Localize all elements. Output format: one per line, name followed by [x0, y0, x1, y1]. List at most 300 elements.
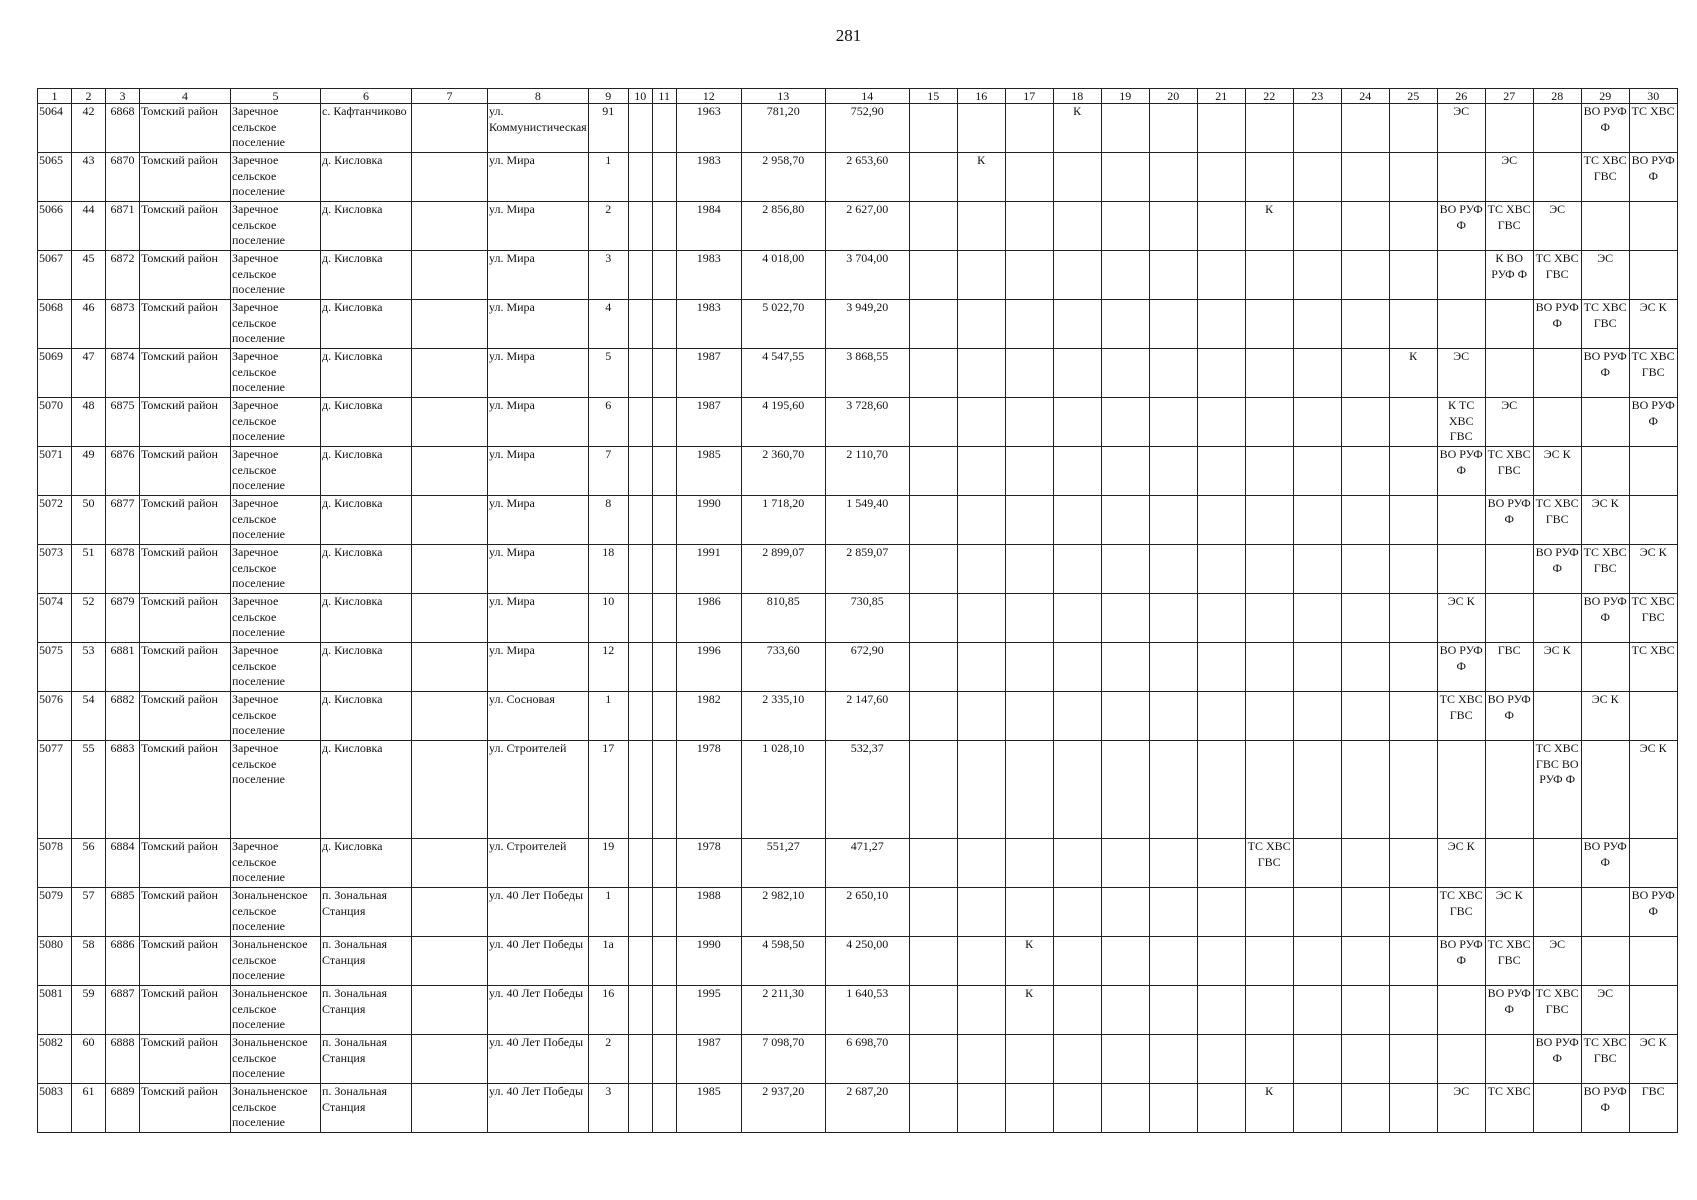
cell-col-19: [1101, 447, 1149, 496]
cell-col-11: [652, 1084, 676, 1133]
cell-district: Томский район: [140, 153, 231, 202]
cell-build-year: 1986: [676, 594, 741, 643]
cell-col-10: [628, 545, 652, 594]
cell-col-27: [1485, 545, 1533, 594]
cell-col-16: [957, 888, 1005, 937]
cell-build-year: 1987: [676, 349, 741, 398]
cell-col-27: ГВС: [1485, 643, 1533, 692]
cell-col-27: ТС ХВС ГВС: [1485, 202, 1533, 251]
cell-col-7: [412, 937, 488, 986]
cell-col-28: ЭС: [1533, 937, 1581, 986]
cell-col-10: [628, 300, 652, 349]
cell-col-19: [1101, 1035, 1149, 1084]
cell-local-no: 55: [72, 741, 106, 839]
cell-total-area: 2 937,20: [741, 1084, 825, 1133]
cell-house-no: 10: [588, 594, 628, 643]
cell-settlement: Заречное сельское поселение: [231, 496, 321, 545]
cell-living-area: 532,37: [825, 741, 909, 839]
cell-build-year: 1978: [676, 839, 741, 888]
cell-col-28: ВО РУФ Ф: [1533, 545, 1581, 594]
cell-col-17: [1005, 447, 1053, 496]
cell-col-27: ЭС К: [1485, 888, 1533, 937]
cell-col-11: [652, 1035, 676, 1084]
cell-total-area: 1 718,20: [741, 496, 825, 545]
cell-col-21: [1197, 447, 1245, 496]
cell-col-22: ТС ХВС ГВС: [1245, 839, 1293, 888]
cell-col-28: ТС ХВС ГВС: [1533, 496, 1581, 545]
cell-col-30: [1629, 692, 1677, 741]
cell-col-20: [1149, 349, 1197, 398]
cell-settlement: Зональненское сельское поселение: [231, 986, 321, 1035]
cell-col-24: [1341, 104, 1389, 153]
cell-record-no: 5064: [38, 104, 72, 153]
column-header-7: 7: [412, 89, 488, 104]
table-row: [38, 300, 1678, 349]
cell-col-17: [1005, 888, 1053, 937]
cell-col-22: К: [1245, 202, 1293, 251]
cell-col-29: ТС ХВС ГВС: [1581, 153, 1629, 202]
cell-settlement: Заречное сельское поселение: [231, 300, 321, 349]
cell-local-no: 59: [72, 986, 106, 1035]
cell-col-29: ВО РУФ Ф: [1581, 1084, 1629, 1133]
cell-col-26: ЭС: [1437, 1084, 1485, 1133]
cell-col-25: [1389, 839, 1437, 888]
cell-col-19: [1101, 594, 1149, 643]
cell-col-22: [1245, 937, 1293, 986]
cell-building-id: 6868: [106, 104, 140, 153]
cell-street: ул. Мира: [488, 447, 589, 496]
cell-settlement: Зональненское сельское поселение: [231, 1035, 321, 1084]
table-row: [38, 986, 1678, 1035]
table-row: [38, 447, 1678, 496]
cell-col-17: [1005, 398, 1053, 447]
cell-street: ул. Мира: [488, 398, 589, 447]
cell-district: Томский район: [140, 349, 231, 398]
cell-build-year: 1996: [676, 643, 741, 692]
cell-col-15: [909, 545, 957, 594]
cell-total-area: 1 028,10: [741, 741, 825, 839]
cell-col-18: [1053, 202, 1101, 251]
cell-col-10: [628, 741, 652, 839]
cell-col-21: [1197, 643, 1245, 692]
cell-col-18: [1053, 643, 1101, 692]
cell-street: ул. Коммунистическая: [488, 104, 589, 153]
cell-col-29: [1581, 937, 1629, 986]
cell-living-area: 3 704,00: [825, 251, 909, 300]
cell-col-26: ЭС К: [1437, 839, 1485, 888]
cell-street: ул. Мира: [488, 349, 589, 398]
cell-house-no: 12: [588, 643, 628, 692]
cell-col-28: ТС ХВС ГВС: [1533, 251, 1581, 300]
cell-col-26: ВО РУФ Ф: [1437, 937, 1485, 986]
cell-col-26: [1437, 741, 1485, 839]
column-header-3: 3: [106, 89, 140, 104]
cell-locality: д. Кисловка: [321, 643, 412, 692]
cell-house-no: 17: [588, 741, 628, 839]
cell-col-29: ВО РУФ Ф: [1581, 594, 1629, 643]
cell-district: Томский район: [140, 398, 231, 447]
cell-settlement: Заречное сельское поселение: [231, 545, 321, 594]
cell-col-27: [1485, 349, 1533, 398]
cell-locality: д. Кисловка: [321, 153, 412, 202]
cell-building-id: 6879: [106, 594, 140, 643]
cell-col-29: ТС ХВС ГВС: [1581, 1035, 1629, 1084]
cell-col-11: [652, 202, 676, 251]
cell-col-24: [1341, 251, 1389, 300]
column-header-28: 28: [1533, 89, 1581, 104]
cell-col-25: [1389, 300, 1437, 349]
cell-record-no: 5078: [38, 839, 72, 888]
cell-local-no: 47: [72, 349, 106, 398]
cell-col-25: [1389, 202, 1437, 251]
cell-col-24: [1341, 398, 1389, 447]
cell-col-26: ЭС: [1437, 349, 1485, 398]
cell-settlement: Заречное сельское поселение: [231, 839, 321, 888]
cell-col-18: [1053, 741, 1101, 839]
cell-local-no: 43: [72, 153, 106, 202]
cell-col-29: [1581, 643, 1629, 692]
cell-col-22: [1245, 447, 1293, 496]
table-row: [38, 741, 1678, 839]
cell-build-year: 1987: [676, 398, 741, 447]
table-row: [38, 839, 1678, 888]
cell-col-18: [1053, 251, 1101, 300]
cell-col-25: [1389, 1084, 1437, 1133]
cell-col-17: [1005, 349, 1053, 398]
cell-col-10: [628, 447, 652, 496]
cell-street: ул. Мира: [488, 153, 589, 202]
table-row: [38, 496, 1678, 545]
column-header-11: 11: [652, 89, 676, 104]
cell-col-28: [1533, 104, 1581, 153]
cell-col-20: [1149, 1084, 1197, 1133]
cell-col-22: [1245, 888, 1293, 937]
cell-col-28: [1533, 839, 1581, 888]
cell-col-15: [909, 594, 957, 643]
table-row: [38, 888, 1678, 937]
cell-col-30: ТС ХВС ГВС: [1629, 594, 1677, 643]
cell-col-23: [1293, 594, 1341, 643]
cell-col-17: [1005, 153, 1053, 202]
cell-col-30: [1629, 496, 1677, 545]
cell-street: ул. 40 Лет Победы: [488, 1035, 589, 1084]
cell-col-17: [1005, 839, 1053, 888]
cell-locality: д. Кисловка: [321, 447, 412, 496]
cell-local-no: 54: [72, 692, 106, 741]
cell-col-18: [1053, 153, 1101, 202]
cell-col-22: [1245, 496, 1293, 545]
cell-settlement: Зональненское сельское поселение: [231, 937, 321, 986]
cell-col-29: ТС ХВС ГВС: [1581, 545, 1629, 594]
cell-col-29: ЭС К: [1581, 496, 1629, 545]
cell-total-area: 4 195,60: [741, 398, 825, 447]
cell-build-year: 1985: [676, 1084, 741, 1133]
cell-col-10: [628, 1035, 652, 1084]
cell-col-29: ВО РУФ Ф: [1581, 349, 1629, 398]
cell-house-no: 6: [588, 398, 628, 447]
cell-col-15: [909, 398, 957, 447]
cell-living-area: 2 627,00: [825, 202, 909, 251]
cell-record-no: 5069: [38, 349, 72, 398]
cell-living-area: 4 250,00: [825, 937, 909, 986]
cell-col-30: ЭС К: [1629, 741, 1677, 839]
cell-col-22: [1245, 300, 1293, 349]
cell-local-no: 42: [72, 104, 106, 153]
cell-local-no: 44: [72, 202, 106, 251]
cell-col-18: [1053, 594, 1101, 643]
cell-col-26: [1437, 300, 1485, 349]
column-header-6: 6: [321, 89, 412, 104]
cell-col-15: [909, 937, 957, 986]
cell-col-21: [1197, 153, 1245, 202]
cell-col-24: [1341, 643, 1389, 692]
cell-local-no: 56: [72, 839, 106, 888]
cell-col-28: ЭС К: [1533, 447, 1581, 496]
cell-col-26: [1437, 153, 1485, 202]
cell-district: Томский район: [140, 986, 231, 1035]
cell-col-27: ВО РУФ Ф: [1485, 986, 1533, 1035]
cell-locality: д. Кисловка: [321, 839, 412, 888]
cell-col-24: [1341, 496, 1389, 545]
cell-col-18: [1053, 692, 1101, 741]
cell-col-11: [652, 986, 676, 1035]
column-header-12: 12: [676, 89, 741, 104]
cell-col-28: ВО РУФ Ф: [1533, 300, 1581, 349]
cell-col-23: [1293, 741, 1341, 839]
cell-col-25: [1389, 692, 1437, 741]
table-row: [38, 1084, 1678, 1133]
cell-house-no: 5: [588, 349, 628, 398]
cell-col-11: [652, 496, 676, 545]
cell-col-7: [412, 104, 488, 153]
cell-locality: д. Кисловка: [321, 251, 412, 300]
cell-col-16: [957, 104, 1005, 153]
cell-col-16: [957, 1035, 1005, 1084]
cell-col-7: [412, 1084, 488, 1133]
cell-col-29: ЭС: [1581, 986, 1629, 1035]
cell-building-id: 6878: [106, 545, 140, 594]
cell-district: Томский район: [140, 202, 231, 251]
cell-house-no: 16: [588, 986, 628, 1035]
cell-col-22: К: [1245, 1084, 1293, 1133]
cell-col-22: [1245, 251, 1293, 300]
cell-living-area: 672,90: [825, 643, 909, 692]
cell-col-30: ВО РУФ Ф: [1629, 153, 1677, 202]
cell-build-year: 1983: [676, 153, 741, 202]
cell-record-no: 5076: [38, 692, 72, 741]
cell-settlement: Заречное сельское поселение: [231, 202, 321, 251]
cell-house-no: 1: [588, 888, 628, 937]
cell-local-no: 58: [72, 937, 106, 986]
cell-living-area: 3 949,20: [825, 300, 909, 349]
cell-record-no: 5067: [38, 251, 72, 300]
cell-street: ул. 40 Лет Победы: [488, 888, 589, 937]
table-row: [38, 545, 1678, 594]
cell-col-29: [1581, 447, 1629, 496]
cell-col-28: ЭС: [1533, 202, 1581, 251]
cell-col-16: [957, 741, 1005, 839]
cell-col-25: [1389, 643, 1437, 692]
cell-street: ул. 40 Лет Победы: [488, 986, 589, 1035]
cell-col-30: [1629, 251, 1677, 300]
cell-col-22: [1245, 986, 1293, 1035]
cell-col-28: [1533, 692, 1581, 741]
cell-settlement: Заречное сельское поселение: [231, 594, 321, 643]
cell-col-27: ЭС: [1485, 398, 1533, 447]
cell-col-20: [1149, 643, 1197, 692]
cell-settlement: Заречное сельское поселение: [231, 398, 321, 447]
cell-building-id: 6883: [106, 741, 140, 839]
cell-col-25: [1389, 888, 1437, 937]
cell-locality: п. Зональная Станция: [321, 937, 412, 986]
cell-building-id: 6884: [106, 839, 140, 888]
cell-col-18: [1053, 1035, 1101, 1084]
cell-total-area: 5 022,70: [741, 300, 825, 349]
cell-col-7: [412, 300, 488, 349]
cell-col-23: [1293, 349, 1341, 398]
cell-locality: д. Кисловка: [321, 741, 412, 839]
cell-col-20: [1149, 986, 1197, 1035]
column-header-10: 10: [628, 89, 652, 104]
cell-district: Томский район: [140, 447, 231, 496]
cell-col-29: [1581, 888, 1629, 937]
cell-district: Томский район: [140, 937, 231, 986]
cell-col-19: [1101, 888, 1149, 937]
cell-house-no: 2: [588, 202, 628, 251]
cell-col-27: ВО РУФ Ф: [1485, 496, 1533, 545]
cell-col-21: [1197, 1035, 1245, 1084]
cell-building-id: 6876: [106, 447, 140, 496]
table-row: [38, 643, 1678, 692]
cell-col-15: [909, 251, 957, 300]
cell-col-19: [1101, 986, 1149, 1035]
table-row: [38, 349, 1678, 398]
cell-col-20: [1149, 741, 1197, 839]
cell-col-15: [909, 104, 957, 153]
column-header-2: 2: [72, 89, 106, 104]
cell-build-year: 1988: [676, 888, 741, 937]
cell-col-23: [1293, 643, 1341, 692]
table-row: [38, 398, 1678, 447]
cell-col-7: [412, 545, 488, 594]
cell-total-area: 2 982,10: [741, 888, 825, 937]
cell-col-26: ЭС: [1437, 104, 1485, 153]
cell-col-20: [1149, 153, 1197, 202]
cell-col-21: [1197, 349, 1245, 398]
cell-col-11: [652, 251, 676, 300]
cell-living-area: 2 147,60: [825, 692, 909, 741]
cell-col-25: [1389, 741, 1437, 839]
cell-house-no: 1: [588, 153, 628, 202]
cell-col-30: ТС ХВС: [1629, 104, 1677, 153]
cell-total-area: 2 958,70: [741, 153, 825, 202]
cell-building-id: 6872: [106, 251, 140, 300]
cell-col-7: [412, 251, 488, 300]
cell-col-7: [412, 741, 488, 839]
table-row: [38, 594, 1678, 643]
column-header-13: 13: [741, 89, 825, 104]
cell-col-20: [1149, 251, 1197, 300]
cell-building-id: 6870: [106, 153, 140, 202]
cell-col-10: [628, 937, 652, 986]
cell-col-10: [628, 104, 652, 153]
cell-col-16: К: [957, 153, 1005, 202]
cell-col-11: [652, 643, 676, 692]
cell-col-30: [1629, 202, 1677, 251]
cell-record-no: 5075: [38, 643, 72, 692]
cell-col-19: [1101, 398, 1149, 447]
cell-col-19: [1101, 300, 1149, 349]
cell-col-26: [1437, 986, 1485, 1035]
cell-col-29: [1581, 202, 1629, 251]
cell-locality: д. Кисловка: [321, 398, 412, 447]
cell-col-10: [628, 251, 652, 300]
cell-col-15: [909, 741, 957, 839]
cell-local-no: 49: [72, 447, 106, 496]
cell-col-21: [1197, 986, 1245, 1035]
cell-col-23: [1293, 398, 1341, 447]
cell-col-7: [412, 986, 488, 1035]
cell-col-24: [1341, 839, 1389, 888]
cell-col-17: [1005, 643, 1053, 692]
cell-local-no: 48: [72, 398, 106, 447]
cell-col-24: [1341, 349, 1389, 398]
cell-col-24: [1341, 545, 1389, 594]
cell-col-27: [1485, 1035, 1533, 1084]
cell-col-25: [1389, 545, 1437, 594]
cell-living-area: 730,85: [825, 594, 909, 643]
cell-total-area: 7 098,70: [741, 1035, 825, 1084]
cell-col-22: [1245, 643, 1293, 692]
cell-col-25: [1389, 251, 1437, 300]
cell-col-22: [1245, 153, 1293, 202]
cell-col-23: [1293, 986, 1341, 1035]
cell-col-24: [1341, 986, 1389, 1035]
cell-col-29: ТС ХВС ГВС: [1581, 300, 1629, 349]
cell-locality: п. Зональная Станция: [321, 986, 412, 1035]
cell-district: Томский район: [140, 594, 231, 643]
cell-col-25: [1389, 496, 1437, 545]
cell-build-year: 1990: [676, 496, 741, 545]
cell-col-16: [957, 496, 1005, 545]
cell-col-26: [1437, 1035, 1485, 1084]
cell-street: ул. Мира: [488, 202, 589, 251]
cell-locality: п. Зональная Станция: [321, 1035, 412, 1084]
cell-col-7: [412, 643, 488, 692]
cell-col-24: [1341, 447, 1389, 496]
cell-local-no: 51: [72, 545, 106, 594]
cell-col-29: [1581, 741, 1629, 839]
cell-col-21: [1197, 300, 1245, 349]
cell-col-17: [1005, 104, 1053, 153]
cell-col-17: [1005, 692, 1053, 741]
cell-col-22: [1245, 594, 1293, 643]
column-header-29: 29: [1581, 89, 1629, 104]
cell-col-24: [1341, 741, 1389, 839]
cell-col-19: [1101, 202, 1149, 251]
cell-col-15: [909, 692, 957, 741]
cell-col-21: [1197, 202, 1245, 251]
cell-col-25: [1389, 153, 1437, 202]
cell-col-18: [1053, 300, 1101, 349]
cell-settlement: Заречное сельское поселение: [231, 251, 321, 300]
cell-record-no: 5079: [38, 888, 72, 937]
cell-building-id: 6889: [106, 1084, 140, 1133]
cell-col-16: [957, 986, 1005, 1035]
cell-col-27: [1485, 594, 1533, 643]
cell-col-29: ЭС: [1581, 251, 1629, 300]
cell-build-year: 1963: [676, 104, 741, 153]
